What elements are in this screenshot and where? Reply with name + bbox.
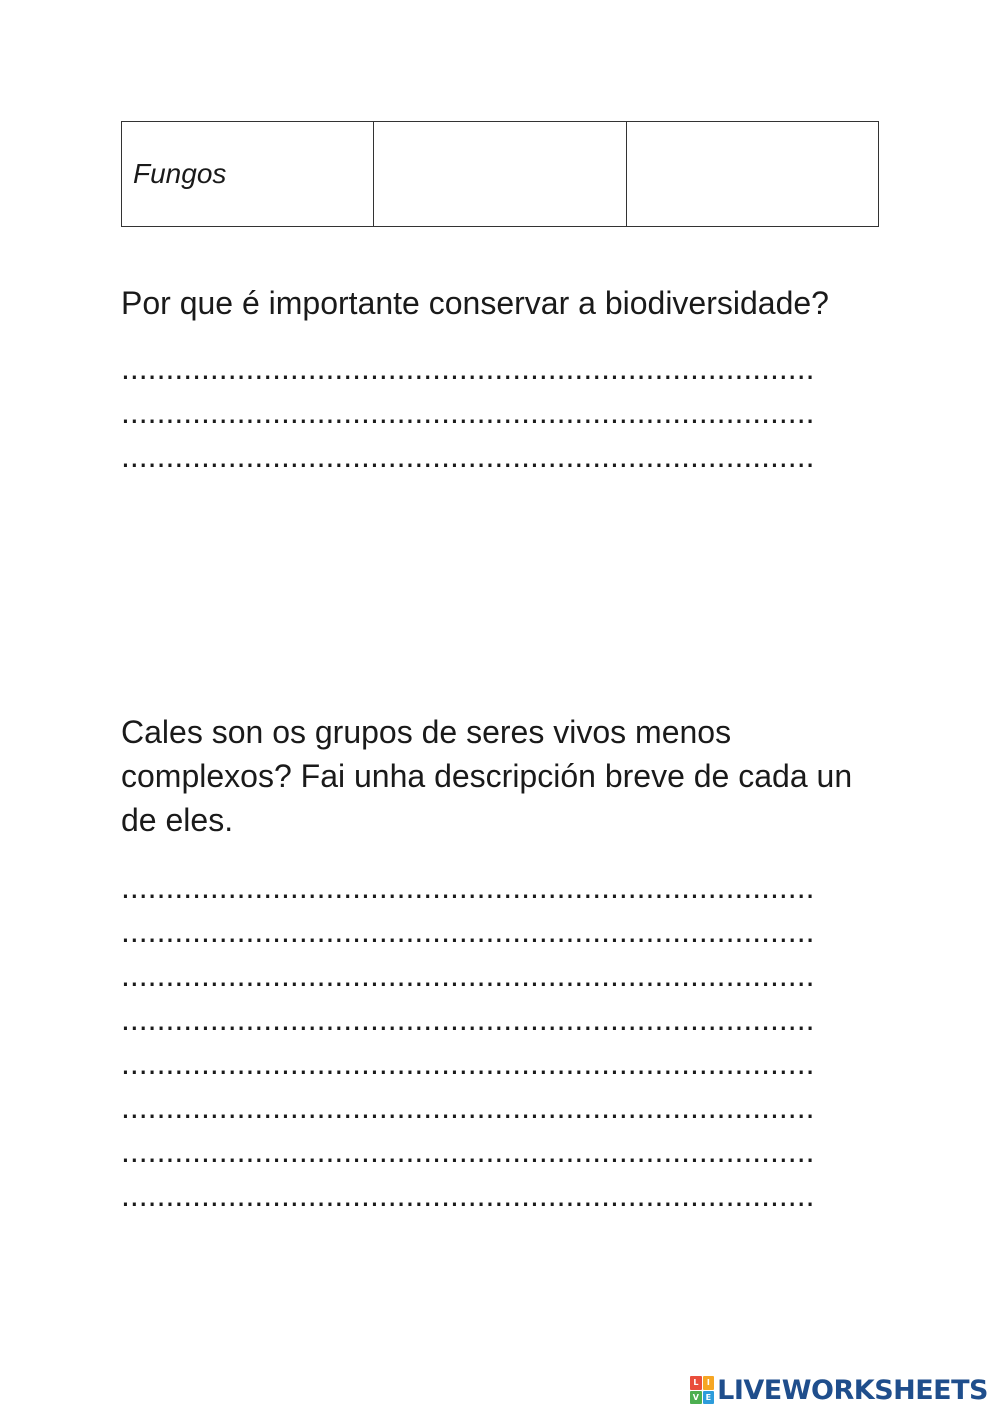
classification-table [121,121,879,227]
answer-lines-biodiversity[interactable] [121,346,881,478]
answer-line[interactable]: .............................................................................. [121,350,815,386]
brand-name: LIVEWORKSHEETS [717,1374,988,1406]
logo-tile: E [703,1391,715,1405]
answer-line[interactable]: .............................................................................. [121,1045,815,1081]
answer-line[interactable]: .............................................................................. [121,913,815,949]
answer-line[interactable]: .............................................................................. [121,438,815,474]
question-simple-organisms: Cales son os grupos de seres vivos menos complexos? Fai unha descripción breve de cada un de eles. [121,714,853,838]
answer-line[interactable]: .............................................................................. [121,1177,815,1213]
table-cell-answer-1[interactable] [374,122,626,227]
logo-tile: I [703,1376,715,1390]
brand-logo [690,1372,988,1408]
table-row [122,122,879,227]
answer-line[interactable]: .............................................................................. [121,1001,815,1037]
liveworksheets-logo-icon [690,1376,714,1404]
logo-tile: V [690,1391,702,1405]
question-biodiversity: Por que é importante conservar a biodiversidade? [121,285,829,321]
answer-line[interactable]: .............................................................................. [121,1089,815,1125]
answer-line[interactable]: .............................................................................. [121,394,815,430]
answer-lines-simple-organisms[interactable] [121,865,881,1217]
table-cell-group-name: Fungos [122,122,374,227]
answer-line[interactable]: .............................................................................. [121,1133,815,1169]
logo-tile: L [690,1376,702,1390]
table-cell-answer-2[interactable] [626,122,878,227]
answer-line[interactable]: .............................................................................. [121,957,815,993]
answer-line[interactable]: .............................................................................. [121,869,815,905]
